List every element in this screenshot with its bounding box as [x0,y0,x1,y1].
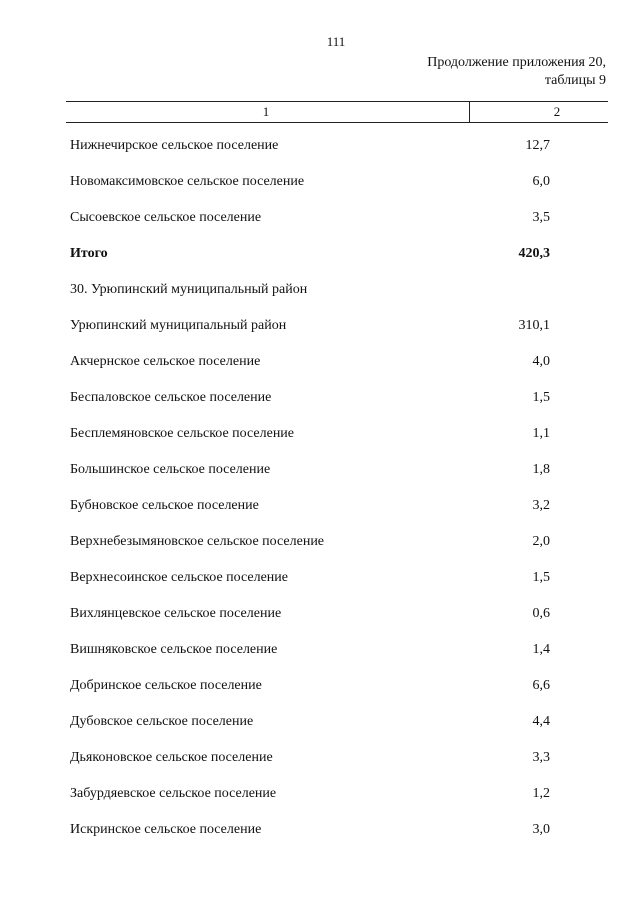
caption-line-1: Продолжение приложения 20, [427,55,606,70]
row-value: 6,6 [532,678,550,693]
row-name: 30. Урюпинский муниципальный район [70,282,308,297]
row-name: Бесплемяновское сельское поселение [70,426,295,441]
table-row [0,712,640,748]
table-row [0,640,640,676]
table-row [0,604,640,640]
row-name: Большинское сельское поселение [70,462,271,477]
table-header [66,101,608,123]
table-row [0,244,640,280]
table-row [0,208,640,244]
row-value: 3,0 [532,822,550,837]
table-row [0,352,640,388]
row-value: 1,5 [532,390,550,405]
row-name: Верхнесоинское сельское поселение [70,570,288,585]
row-value: 1,4 [532,642,550,657]
row-value: 4,0 [532,354,550,369]
row-name: Верхнебезымяновское сельское поселение [70,534,325,549]
table-row [0,460,640,496]
table-row [0,388,640,424]
row-value: 12,7 [525,138,550,153]
row-value: 1,1 [532,426,550,441]
column-header-2: 2 [553,104,561,119]
row-value: 3,3 [532,750,550,765]
row-value: 1,8 [532,462,550,477]
row-name: Вишняковское сельское поселение [70,642,278,657]
table-row [0,568,640,604]
table-row [0,532,640,568]
row-name: Нижнечирское сельское поселение [70,138,279,153]
row-value: 1,2 [532,786,550,801]
table-row [0,316,640,352]
table-caption [427,54,606,90]
column-divider [469,102,470,122]
row-name: Бубновское сельское поселение [70,498,259,513]
row-value: 4,4 [532,714,550,729]
row-value: 1,5 [532,570,550,585]
table-row [0,172,640,208]
row-value: 420,3 [518,246,550,261]
row-name: Итого [70,246,108,261]
table-row [0,136,640,172]
row-name: Новомаксимовское сельское поселение [70,174,305,189]
row-value: 0,6 [532,606,550,621]
row-name: Добринское сельское поселение [70,678,262,693]
row-name: Вихлянцевское сельское поселение [70,606,282,621]
row-value: 3,5 [532,210,550,225]
table-body [0,136,640,856]
table-row [0,748,640,784]
row-name: Беспаловское сельское поселение [70,390,272,405]
table-row [0,676,640,712]
row-name: Акчернское сельское поселение [70,354,261,369]
row-value: 2,0 [532,534,550,549]
row-value: 3,2 [532,498,550,513]
table-row [0,424,640,460]
table-row [0,496,640,532]
row-name: Искринское сельское поселение [70,822,262,837]
caption-line-2: таблицы 9 [544,73,606,88]
row-name: Забурдяевское сельское поселение [70,786,277,801]
row-name: Урюпинский муниципальный район [70,318,287,333]
table-row [0,820,640,856]
row-name: Дубовское сельское поселение [70,714,254,729]
page-number: 111 [326,34,346,49]
row-name: Дьяконовское сельское поселение [70,750,273,765]
column-header-1: 1 [262,104,270,119]
row-value: 6,0 [532,174,550,189]
row-name: Сысоевское сельское поселение [70,210,262,225]
table-row [0,280,640,316]
row-value: 310,1 [518,318,550,333]
table-row [0,784,640,820]
